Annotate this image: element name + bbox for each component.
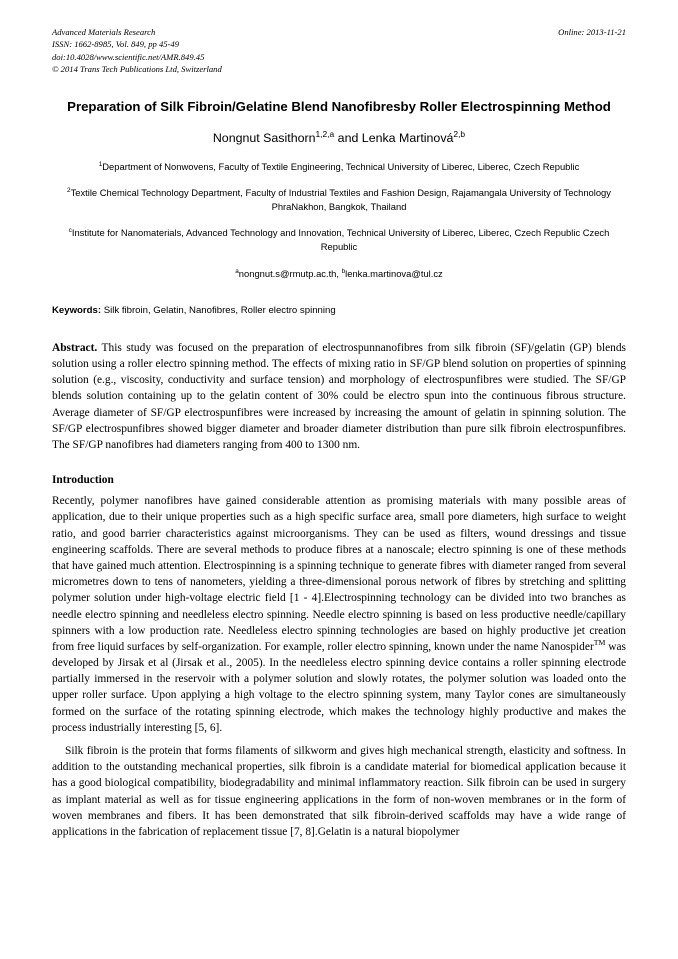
email-1-marker: a: [235, 267, 239, 275]
author-1-affil-marker: 1,2,a: [315, 128, 335, 139]
affiliation-2: [52, 186, 626, 215]
issn-line: ISSN: 1662-8985, Vol. 849, pp 45-49: [52, 39, 179, 50]
journal-name: Advanced Materials Research: [52, 27, 156, 37]
author-1-name: Nongnut Sasithorn: [212, 130, 316, 145]
header-left-block: [52, 26, 222, 76]
intro-paragraph-1-part-a: Recently, polymer nanofibres have gained considerable attention as promising materials with many possible areas of application, due to their unique properties such as a high specific surface area, small pore diameters, high surface to weight ratio, and good barrier characteristics against microorganisms. They can be used as filters, wound dressings and tissue engineering scaffolds. There are several methods to produce fibres at a nanoscale; electro spinning is one of these methods that have gained much attention. Electrospinning is a spinning technique to generate fibres with diameter ranged from several micrometres down to tens of nanometers, yielding a three-dimensional porous network of fibres by stretching and splitting polymer solution under high-voltage electric field [1 - 4].Electrospinning technology can be divided into two branches as needle electro spinning and needleless electro spinning. Needle electro spinning is based on less productive needle/capillary spinners with a low production rate. Needleless electro spinning technologies are based on highly productive jet creation from free liquid surfaces by self-organization. For example, roller electro spinning, known under the name Nanospider: [52, 495, 626, 653]
keywords-label: Keywords:: [52, 304, 102, 316]
email-2[interactable]: lenka.martinova@tul.cz: [345, 267, 443, 279]
affiliation-1-text: Department of Nonwovens, Faculty of Textile Engineering, Technical University of Liberec, Liberec, Czech Republic: [102, 160, 580, 172]
copyright-line: © 2014 Trans Tech Publications Ltd, Switzerland: [52, 64, 222, 75]
keywords-line: [52, 305, 626, 316]
affiliation-3-marker: c: [68, 226, 72, 234]
abstract-text: This study was focused on the preparation of electrospunnanofibres from silk fibroin (SF)/gelatin (GP) blends solution using a roller electro spinning method. The effects of mixing ratio in SF/GP blend solution on properties of spinning solution (e.g., viscosity, conductivity and surface tension) and morphology of electrospunfibres were studied. The SF/GP blends solution containing up to the gelatin content of 30% could be electro spun into the continuous fibrous structure. Average diameter of SF/GP electrospunfibres were increased by increasing the amount of gelatin in spinning solution. The SF/GP electrospunfibres showed bigger diameter and broader diameter distribution than pure silk fibroin electrospunfibres. The SF/GP nanofibres had diameters ranging from 400 to 1300 nm.: [52, 341, 626, 451]
intro-paragraph-1: [52, 493, 626, 736]
author-emails: [52, 268, 626, 279]
affiliation-1: [52, 160, 626, 175]
affiliation-3: [52, 226, 626, 255]
affiliation-3-text: Institute for Nanomaterials, Advanced Technology and Innovation, Technical University of Liberec, Liberec, Czech Republic Czech Republic: [71, 226, 610, 253]
email-2-marker: b: [341, 267, 346, 275]
affiliation-2-marker: 2: [67, 186, 71, 194]
email-1[interactable]: nongnut.s@rmutp.ac.th,: [238, 267, 342, 279]
affiliation-1-marker: 1: [98, 160, 103, 168]
nanospider-trademark-marker: TM: [593, 638, 606, 648]
author-2-affil-marker: 2,b: [453, 128, 466, 139]
keywords-text: Silk fibroin, Gelatin, Nanofibres, Roller electro spinning: [101, 304, 336, 316]
section-heading-introduction: Introduction: [52, 474, 114, 487]
online-date: Online: 2013-11-21: [558, 27, 626, 37]
author-2-name: Lenka Martinová: [361, 130, 454, 145]
abstract-label: Abstract.: [52, 341, 98, 354]
intro-paragraph-2: Silk fibroin is the protein that forms filaments of silkworm and gives high mechanical strength, elasticity and softness. In addition to the outstanding mechanical properties, silk fibroin is a candidate material for biomedical application because it has a good biological compatibility, biodegradability and minimal inflammatory reaction. Silk fibroin can be used in surgery as implant material as well as for tissue engineering applications in the form of non-woven membranes or in the form of woven membranes and fibers. It has been demonstrated that silk fibroin-derived scaffolds may have a wide range of applications in the fabrication of replacement tissue [7, 8].Gelatin is a natural biopolymer: [52, 745, 626, 838]
intro-paragraph-1-part-b: was developed by Jirsak et al (Jirsak et al., 2005). In the needleless electro spinning device contains a roller spinning electrode partially immersed in the reservoir with a polymer solution and slowly rotates, the polymer solution was loaded onto the upper roller surface. Upon applying a high voltage to the electro spinning system, many Taylor cones are simultaneously formed on the surface of the rotating spinning electrode, which makes the technology highly productive and makes the process industrially interesting [5, 6].: [52, 640, 626, 734]
doi-line: doi:10.4028/www.scientific.net/AMR.849.45: [52, 51, 205, 62]
author-conjunction: and: [334, 130, 362, 145]
abstract-paragraph: [52, 340, 626, 453]
affiliation-2-text: Textile Chemical Technology Department, Faculty of Industrial Textiles and Fashion Design, Rajamangala University of Technology PhraNakhon, Bangkok, Thailand: [70, 186, 611, 213]
page-header: [52, 26, 626, 76]
page-title: Preparation of Silk Fibroin/Gelatine Blend Nanofibresby Roller Electrospinning Method: [67, 98, 611, 114]
author-list: [52, 130, 626, 147]
